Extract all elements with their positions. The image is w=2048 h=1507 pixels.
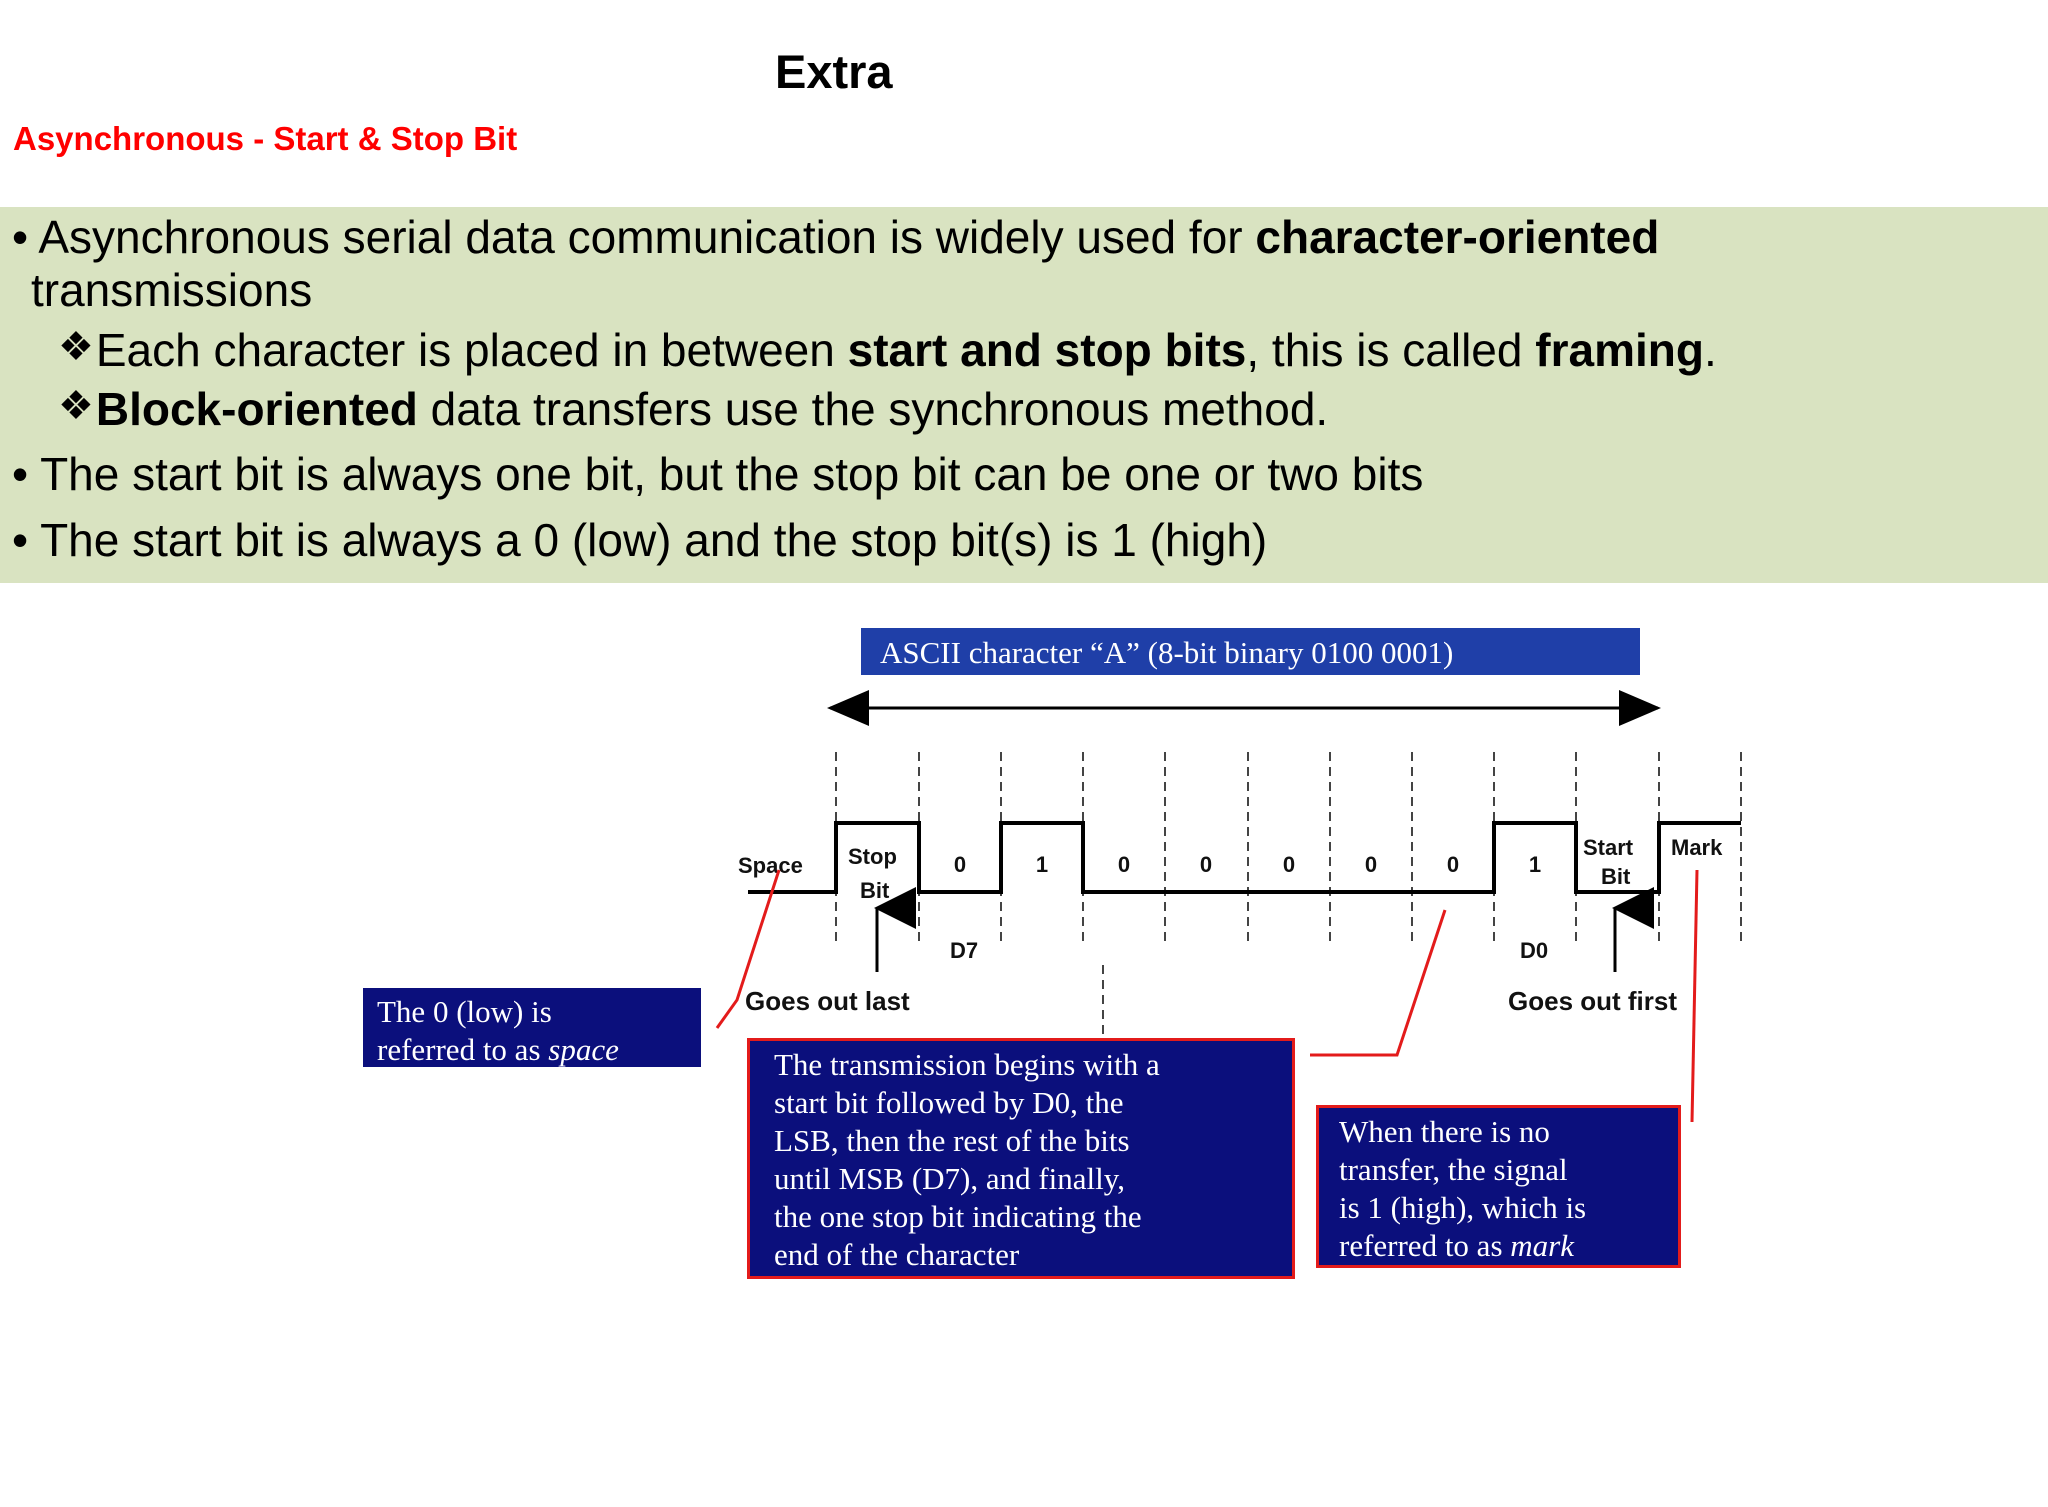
- bullet-2: • The start bit is always one bit, but the stop bit can be one or two bits: [12, 448, 1424, 500]
- d7-label: D7: [950, 938, 979, 963]
- bit-value: 1: [1528, 852, 1542, 877]
- bit-value: 0: [1282, 852, 1296, 877]
- start-bit-label-2: Bit: [1601, 864, 1631, 889]
- bit-value: 0: [1446, 852, 1460, 877]
- bullet-1-continuation: transmissions: [31, 264, 313, 316]
- bit-value: 0: [1199, 852, 1213, 877]
- section-subtitle: Asynchronous - Start & Stop Bit: [13, 120, 518, 157]
- goes-out-first-label: Goes out first: [1508, 986, 1678, 1016]
- mark-explanation-box: When there is no transfer, the signal is 1 (high), which is referred to as mark: [1316, 1105, 1681, 1268]
- transmission-callout-line: [1310, 910, 1445, 1055]
- bullet-1: • Asynchronous serial data communication is widely used for character-oriented: [12, 211, 1660, 263]
- bit-value: 0: [953, 852, 967, 877]
- diamond-bullet-icon: ❖: [58, 384, 94, 428]
- transmission-explanation-box: The transmission begins with a start bit followed by D0, the LSB, then the rest of the bits until MSB (D7), and finally, the one stop bit indicating the end of the character: [747, 1038, 1295, 1279]
- sub-bullet-2: ❖Block-oriented data transfers use the synchronous method.: [58, 383, 1329, 435]
- stop-bit-label: Stop: [848, 844, 897, 869]
- stop-bit-label-2: Bit: [860, 878, 890, 903]
- bullet-3: • The start bit is always a 0 (low) and the stop bit(s) is 1 (high): [12, 514, 1268, 566]
- bit-value: 0: [1364, 852, 1378, 877]
- start-bit-label: Start: [1583, 835, 1634, 860]
- goes-out-last-label: Goes out last: [745, 986, 910, 1016]
- bit-value: 1: [1035, 852, 1049, 877]
- mark-label: Mark: [1671, 835, 1723, 860]
- bit-value: 0: [1117, 852, 1131, 877]
- space-label: Space: [738, 853, 803, 878]
- mark-callout-line: [1692, 870, 1697, 1122]
- d0-label: D0: [1520, 938, 1549, 963]
- sub-bullet-1: ❖Each character is placed in between start and stop bits, this is called framing.: [58, 324, 1717, 376]
- diamond-bullet-icon: ❖: [58, 325, 94, 369]
- page-title: Extra: [775, 45, 893, 98]
- space-explanation-box: The 0 (low) is referred to as space: [363, 988, 701, 1067]
- ascii-header-text: ASCII character “A” (8-bit binary 0100 0001): [880, 635, 1454, 670]
